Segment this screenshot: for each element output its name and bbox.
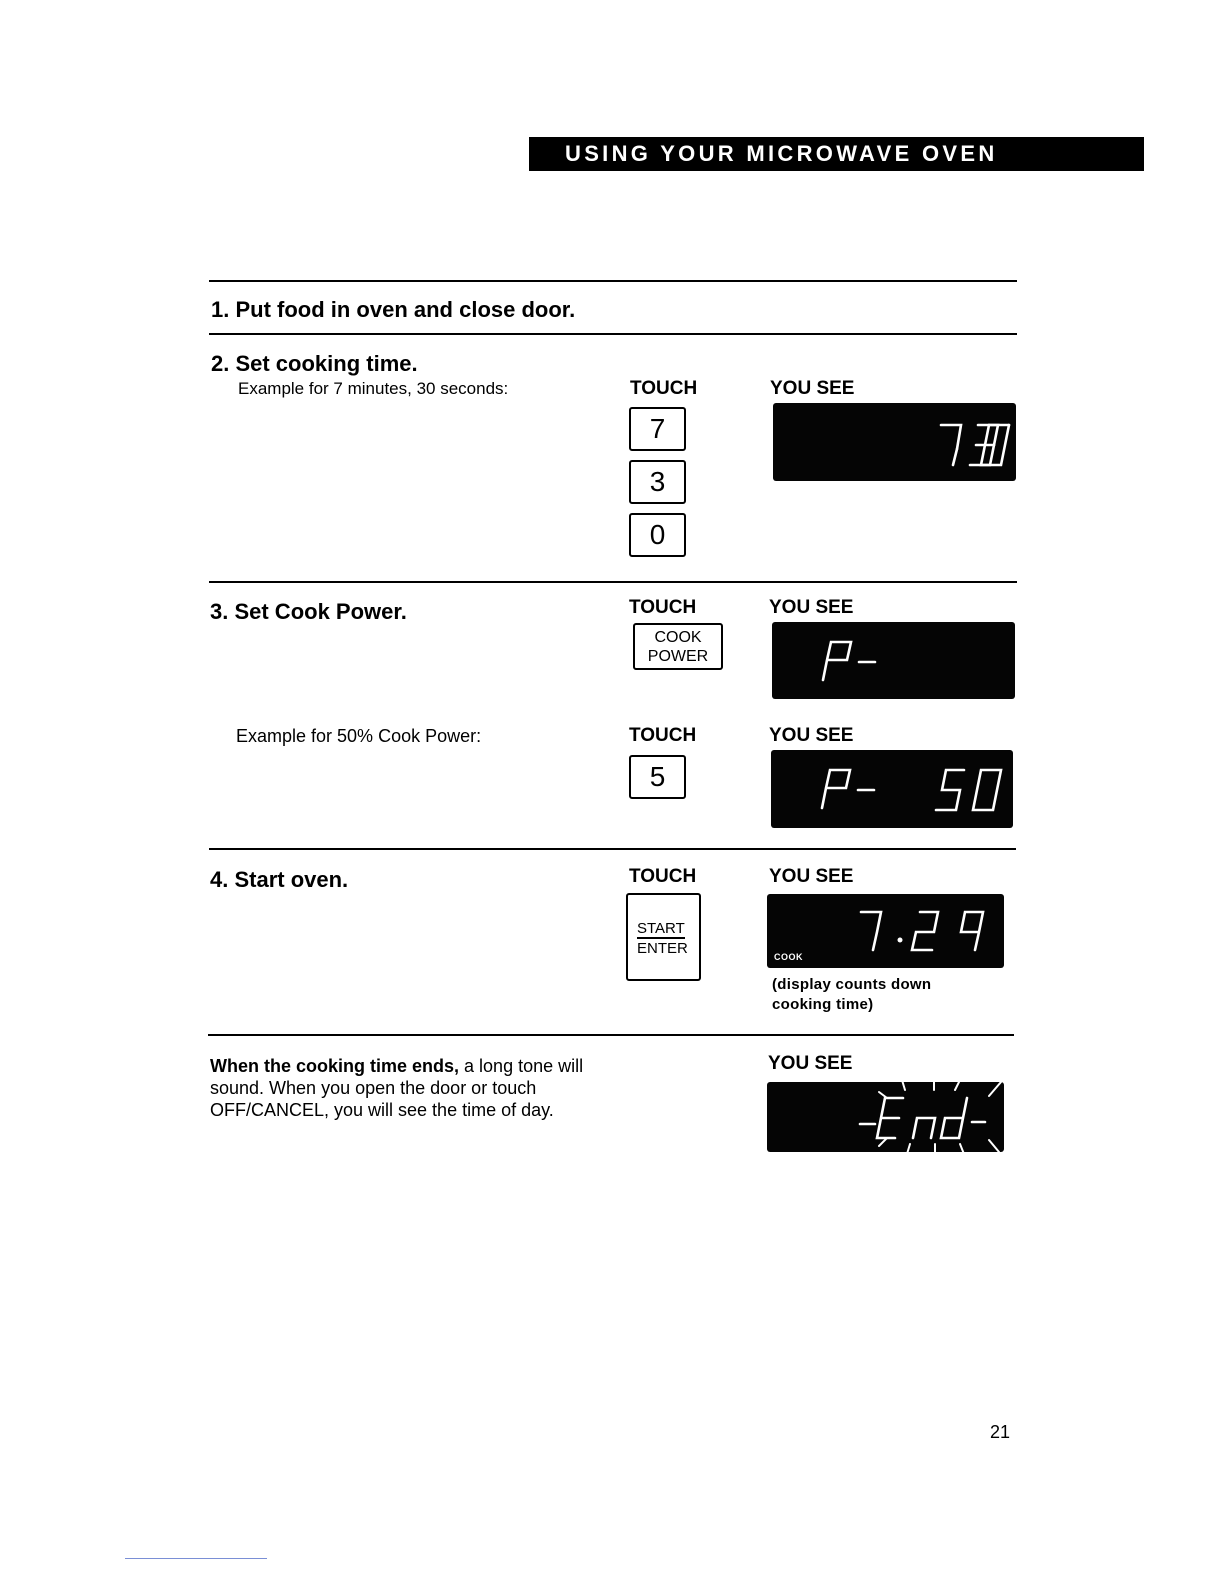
keypad-5-button[interactable]: 5 xyxy=(629,755,686,799)
cook-indicator: COOK xyxy=(774,952,803,962)
oven-display-power-prompt xyxy=(772,622,1015,699)
divider xyxy=(209,848,1016,850)
oven-display-countdown xyxy=(767,894,1004,968)
section-header-title: USING YOUR MICROWAVE OVEN xyxy=(565,141,998,166)
scan-artifact-line xyxy=(125,1558,267,1559)
touch-label: TOUCH xyxy=(630,378,698,399)
you-see-label: YOU SEE xyxy=(768,1053,853,1074)
keypad-3-button[interactable]: 3 xyxy=(629,460,686,504)
end-description-rest: a long tone will sound. When you open the door or touch OFF/CANCEL, you will see the time of day. xyxy=(210,1056,584,1120)
divider xyxy=(209,333,1017,335)
oven-display-end xyxy=(767,1082,1004,1152)
keypad-0-button[interactable]: 0 xyxy=(629,513,686,557)
seven-segment-p-dash xyxy=(772,622,1015,699)
step-2-example: Example for 7 minutes, 30 seconds: xyxy=(238,379,509,398)
step-2-title: 2. Set cooking time. xyxy=(211,351,418,376)
touch-label: TOUCH xyxy=(629,725,697,746)
cook-power-button[interactable] xyxy=(633,623,723,670)
keypad-7-button[interactable]: 7 xyxy=(629,407,686,451)
end-description-lead: When the cooking time ends, xyxy=(210,1056,460,1076)
page-number: 21 xyxy=(990,1422,1011,1442)
divider xyxy=(209,280,1017,282)
touch-label: TOUCH xyxy=(629,597,697,618)
step-3-example: Example for 50% Cook Power: xyxy=(236,726,482,746)
countdown-note: (display counts down cooking time) xyxy=(772,976,932,1013)
step-3-title: 3. Set Cook Power. xyxy=(210,599,407,624)
oven-display-time xyxy=(773,403,1016,481)
you-see-label: YOU SEE xyxy=(769,725,854,746)
start-label: START xyxy=(637,920,685,937)
seven-segment-7-30 xyxy=(773,403,1016,481)
seven-segment-p-50 xyxy=(771,750,1013,828)
you-see-label: YOU SEE xyxy=(770,378,855,399)
enter-label: ENTER xyxy=(637,940,688,957)
oven-display-power-50 xyxy=(771,750,1013,828)
step-4-title: 4. Start oven. xyxy=(210,867,349,892)
end-description xyxy=(210,1055,610,1121)
cook-power-label-line1: COOK xyxy=(654,629,702,646)
seven-segment-end-flashing xyxy=(767,1082,1004,1152)
start-enter-button[interactable] xyxy=(626,893,701,981)
touch-label: TOUCH xyxy=(629,866,697,887)
you-see-label: YOU SEE xyxy=(769,866,854,887)
divider xyxy=(208,1034,1014,1036)
step-1-title: 1. Put food in oven and close door. xyxy=(211,297,576,322)
divider xyxy=(209,581,1017,583)
cook-power-label-line2: POWER xyxy=(647,648,709,665)
you-see-label: YOU SEE xyxy=(769,597,854,618)
